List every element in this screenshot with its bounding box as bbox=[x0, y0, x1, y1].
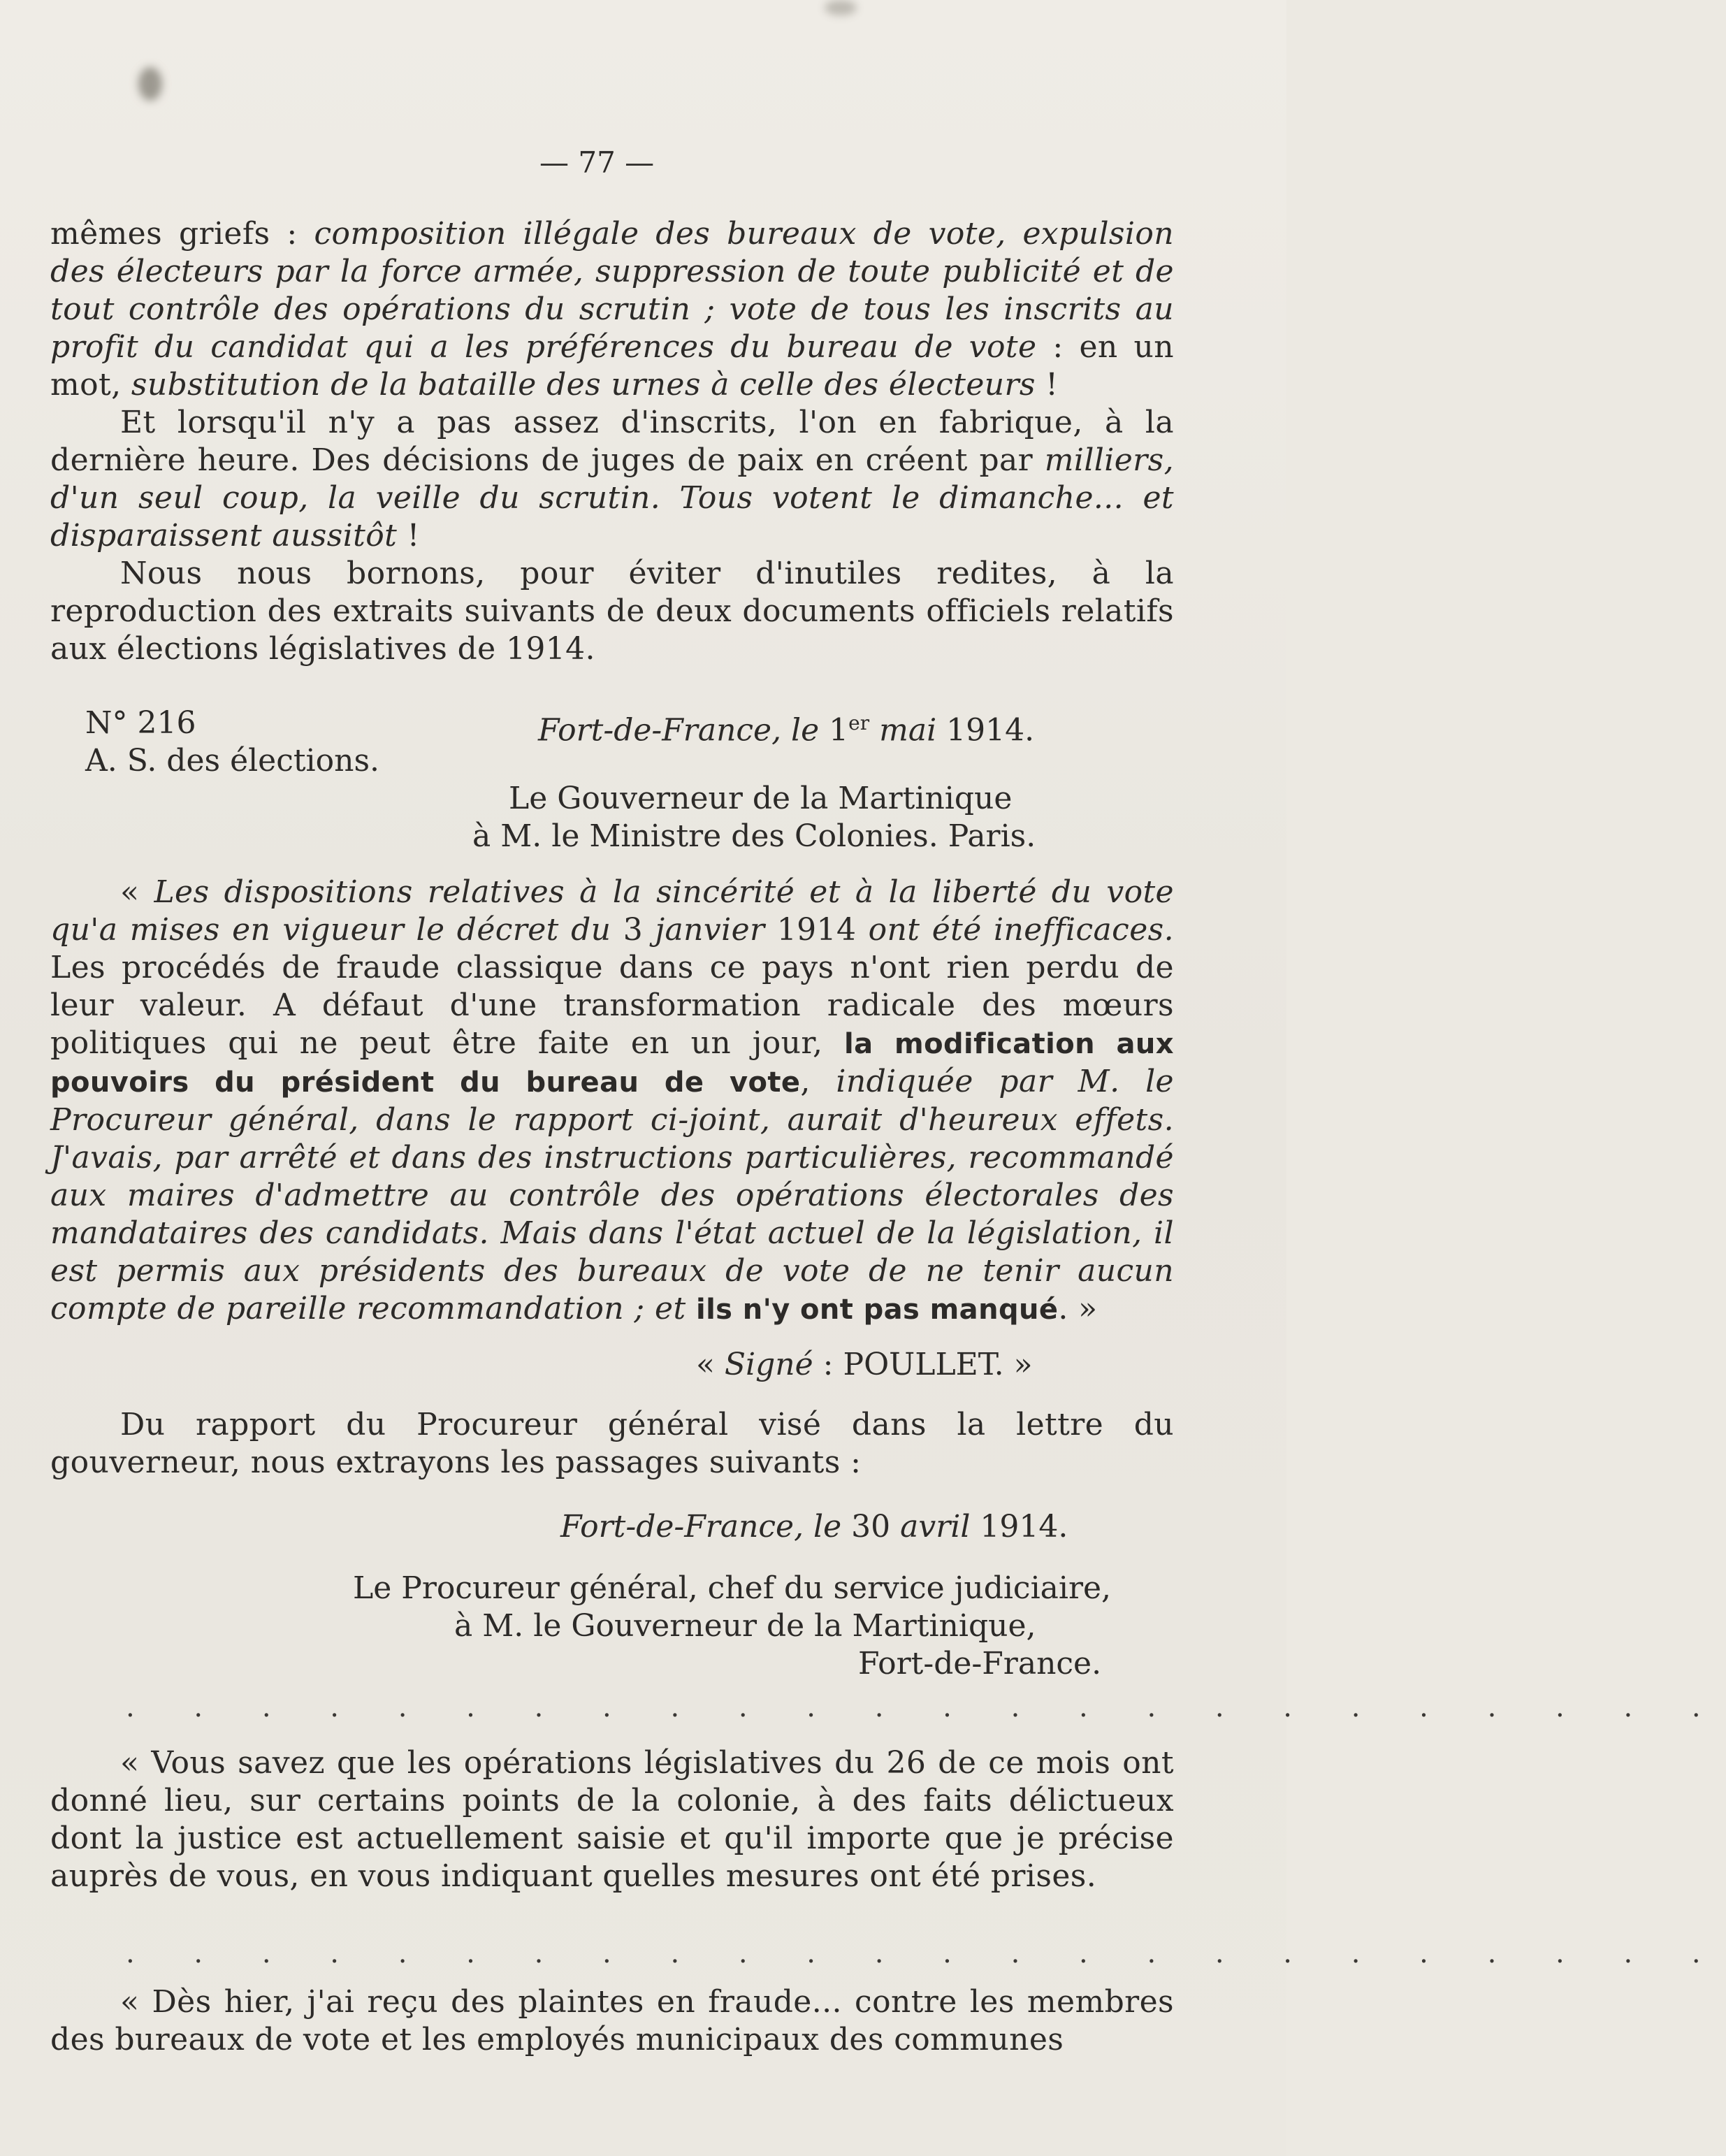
p1-text-1: mêmes griefs : bbox=[50, 216, 314, 252]
p2-text-2: ! bbox=[397, 518, 420, 554]
letter1-italic-2: janvier bbox=[655, 912, 765, 948]
p1-text-3: ! bbox=[1035, 367, 1059, 403]
letter1-to: à M. le Ministre des Colonies. Paris. bbox=[472, 818, 1036, 854]
letter1-ref: A. S. des élections. bbox=[85, 743, 380, 779]
sig-name: : POULLET. » bbox=[813, 1347, 1033, 1382]
letter1-italic-1: Les dispositions relatives à la sincérité et à la liberté du vote qu'a mises en vigueur le décret du bbox=[50, 874, 1174, 948]
letter2-date-month: avril bbox=[900, 1509, 971, 1544]
letter1-quote-open: « bbox=[120, 874, 154, 910]
letter1-text-6: . » bbox=[1058, 1291, 1098, 1326]
letter2-date bbox=[560, 1508, 1068, 1546]
letter1-bold-2: ils n'y ont pas manqué bbox=[695, 1294, 1059, 1326]
letter1-date-month: mai bbox=[869, 712, 937, 748]
ink-smudge bbox=[138, 67, 162, 101]
p2-italic-1: milliers, d'un seul coup, la veille du scrutin. Tous votent le dimanche... et disparaissent aussitôt bbox=[50, 442, 1174, 554]
letter1-date-year: 1914. bbox=[936, 712, 1035, 748]
p1-italic-2: substitution de la bataille des urnes à celle des électeurs bbox=[131, 367, 1036, 403]
letter2-date-day: 30 bbox=[841, 1509, 901, 1544]
letter2-from-1: Le Procureur général, chef du service judiciaire, bbox=[353, 1570, 1112, 1606]
paragraph-4: Du rapport du Procureur général visé dans la lettre du gouverneur, nous extrayons les passages suivants : bbox=[50, 1407, 1174, 1480]
letter2-from-2: à M. le Gouverneur de la Martinique, bbox=[454, 1608, 1036, 1644]
letter1-number: N° 216 bbox=[85, 705, 196, 741]
paragraph-6: « Dès hier, j'ai reçu des plaintes en fraude... contre les membres des bureaux de vote et les employés municipaux des communes bbox=[50, 1984, 1174, 2057]
p2-text-1: Et lorsqu'il n'y a pas assez d'inscrits, l'on en fabrique, à la dernière heure. Des décisions de juges de paix en créent par bbox=[50, 405, 1174, 478]
letter1-body bbox=[50, 874, 1174, 1329]
letter1-italic-3: ont été inefficaces. bbox=[868, 912, 1174, 948]
paragraph-2 bbox=[50, 404, 1174, 555]
letter1-signature bbox=[696, 1346, 1033, 1384]
letter1-text-4: , bbox=[800, 1064, 836, 1099]
letter1-bold-1: la modification aux pouvoirs du président du bureau de vote bbox=[50, 1028, 1174, 1099]
p1-italic-1: composition illégale des bureaux de vote, expulsion des électeurs par la force armée, suppression de toute publicité et de tout contrôle des opérations du scrutin ; vote de tous les inscrits au profit du candidat qui a les préférences du bureau de vote bbox=[50, 216, 1175, 365]
letter1-text-5 bbox=[686, 1291, 696, 1326]
p1-text-2: : en un mot, bbox=[50, 329, 1174, 403]
paragraph-3: Nous nous bornons, pour éviter d'inutiles redites, à la reproduction des extraits suivants de deux documents officiels relatifs aux élections législatives de 1914. bbox=[50, 556, 1174, 667]
letter1-date-day: 1 bbox=[829, 712, 849, 748]
letter1-date-place: Fort-de-France, le bbox=[538, 712, 829, 748]
paragraph-5: « Vous savez que les opérations législatives du 26 de ce mois ont donné lieu, sur certains points de la colonie, à des faits délictueux dont la justice est actuellement saisie et qu'il importe que je précise auprès de vous, en vous indiquant quelles mesures ont été prises. bbox=[50, 1745, 1174, 1894]
letter1-from: Le Gouverneur de la Martinique bbox=[509, 781, 1013, 816]
letter1-text-3: Les procédés de fraude classique dans ce pays n'ont rien perdu de leur valeur. A défaut d'une transformation radicale des mœurs politiques qui ne peut être faite en un jour, bbox=[50, 950, 1174, 1061]
ink-smudge bbox=[825, 0, 857, 15]
letter1-date bbox=[538, 704, 1034, 750]
page-number: — 77 — bbox=[539, 145, 655, 180]
letter2-date-place: Fort-de-France, le bbox=[560, 1509, 842, 1544]
letter2-from-3: Fort-de-France. bbox=[858, 1646, 1102, 1681]
letter1-text-1: 3 bbox=[611, 912, 655, 948]
sig-label: Signé bbox=[724, 1347, 813, 1382]
ellipsis-separator-1: . . . . . . . . . . . . . . . . . . . . . . . . bbox=[126, 1691, 1726, 1723]
letter1-text-2: 1914 bbox=[764, 912, 869, 948]
paragraph-1 bbox=[50, 215, 1174, 404]
letter1-date-sup: er bbox=[848, 711, 870, 735]
ellipsis-separator-2: . . . . . . . . . . . . . . . . . . . . . . . . bbox=[126, 1937, 1726, 1969]
letter2-date-year: 1914. bbox=[970, 1509, 1068, 1544]
sig-open: « bbox=[696, 1347, 725, 1382]
letter1-italic-4: indiquée par M. le Procureur général, dans le rapport ci-joint, aurait d'heureux effets. J'avais, par arrêté et dans des instructions particulières, recommandé aux maires d'admettre au contrôle des opérations électorales des mandataires des candidats. Mais dans l'état actuel de la législation, il est permis aux présidents des bureaux de vote de ne tenir aucun compte de pareille recommandation ; et bbox=[50, 1064, 1174, 1326]
